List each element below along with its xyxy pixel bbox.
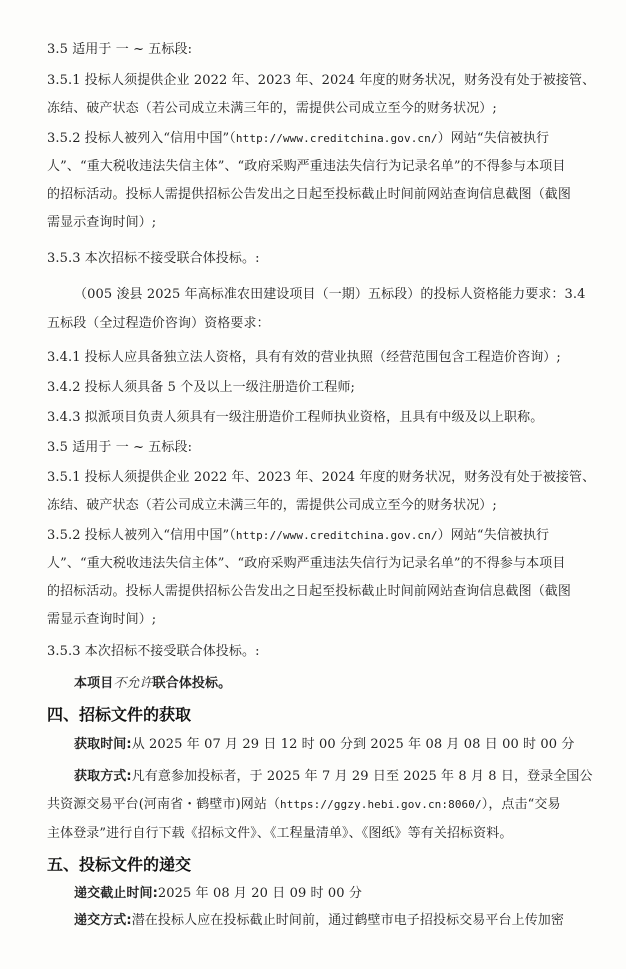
obtain-method-line2: [47, 797, 561, 813]
clause-3-5: 3.5 适用于 一 ~ 五标段:: [47, 42, 193, 57]
clause-3-5-2-repeat: [47, 528, 549, 544]
clause-3-5-3: 3.5.3 本次招标不接受联合体投标。:: [47, 251, 260, 266]
clause-3-5-1-cont: 冻结、破产状态（若公司成立未满三年的，需提供公司成立至今的财务状况）;: [47, 101, 497, 116]
clause-3-5-2-cont-2: 的招标活动。投标人需提供招标公告发出之日起至投标截止时间前网站查询信息截图（截图: [47, 187, 572, 202]
clause-3-5-2-text-repeat: 3.5.2 投标人被列入“信用中国”（: [47, 528, 236, 543]
consortium-handwritten: 不允许: [113, 676, 153, 691]
submit-deadline-value: 2025 年 08 月 20 日 09 时 00 分: [157, 886, 362, 901]
consortium-statement: [74, 676, 231, 692]
obtain-method-line1: 凡有意参加投标者，于 2025 年 7 月 29 日至 2025 年 8 月 8 日，登录全国公: [131, 769, 593, 784]
clause-3-5-2-cont-3: 需显示查询时间）;: [47, 215, 157, 230]
obtain-method-label: 获取方式:: [74, 769, 132, 784]
obtain-method-line2b: ），点击“交易: [481, 797, 561, 812]
clause-3-5-3-repeat: 3.5.3 本次招标不接受联合体投标。:: [47, 644, 260, 659]
lot5-intro: （005 浚县 2025 年高标准农田建设项目（一期）五标段）的投标人资格能力要求：3.4: [74, 287, 586, 302]
lot5-intro-cont: 五标段（全过程造价咨询）资格要求：: [47, 316, 270, 331]
clause-3-5-1-cont-repeat: 冻结、破产状态（若公司成立未满三年的，需提供公司成立至今的财务状况）;: [47, 498, 497, 513]
clause-3-5-2-text: 3.5.2 投标人被列入“信用中国”（: [47, 131, 236, 146]
creditchina-url: http://www.creditchina.gov.cn/: [235, 132, 438, 145]
clause-3-5-1: 3.5.1 投标人须提供企业 2022 年、2023 年、2024 年度的财务状况，财务没有处于被接管、: [47, 73, 596, 88]
ggzy-url: https://ggzy.hebi.gov.cn:8060/: [280, 798, 482, 811]
clause-3-4-2: 3.4.2 投标人须具备 5 个及以上一级注册造价工程师;: [47, 380, 356, 395]
clause-3-5-2: [47, 131, 549, 147]
creditchina-url-repeat: http://www.creditchina.gov.cn/: [235, 529, 438, 542]
clause-3-4-1: 3.4.1 投标人应具备独立法人资格，具有有效的营业执照（经营范围包含工程造价咨询）;: [47, 350, 561, 365]
obtain-time-label: 获取时间:: [74, 737, 132, 752]
obtain-method-line2a: 共资源交易平台(河南省・鹤壁市)网站（: [47, 797, 281, 812]
obtain-time: [74, 737, 574, 753]
consortium-suffix: 联合体投标。: [152, 676, 232, 691]
clause-3-5-2-text-b-repeat: ）网站“失信被执行: [437, 528, 550, 543]
submit-method: [74, 913, 564, 929]
clause-3-5-2-cont-1-repeat: 人”、“重大税收违法失信主体”、“政府采购严重违法失信行为记录名单”的不得参与本项目: [47, 556, 566, 571]
consortium-prefix: 本项目: [74, 676, 114, 691]
clause-3-5-2-text-b: ）网站“失信被执行: [437, 131, 550, 146]
obtain-method: [74, 769, 593, 785]
submit-deadline-label: 递交截止时间:: [74, 886, 158, 901]
clause-3-5-2-cont-2-repeat: 的招标活动。投标人需提供招标公告发出之日起至投标截止时间前网站查询信息截图（截图: [47, 584, 572, 599]
obtain-method-line3: 主体登录”进行自行下载《招标文件》、《工程量清单》、《图纸》等有关招标资料。: [47, 826, 513, 841]
clause-3-4-3: 3.4.3 拟派项目负责人须具有一级注册造价工程师执业资格，且具有中级及以上职称。: [47, 410, 544, 425]
section-4-title: 四、招标文件的获取: [47, 705, 192, 724]
clause-3-5-repeat: 3.5 适用于 一 ~ 五标段:: [47, 440, 193, 455]
submit-method-value: 潜在投标人应在投标截止时间前，通过鹤壁市电子招投标交易平台上传加密: [131, 913, 565, 928]
clause-3-5-2-cont-3-repeat: 需显示查询时间）;: [47, 612, 157, 627]
obtain-time-value: 从 2025 年 07 月 29 日 12 时 00 分到 2025 年 08 月 08 日 00 时 00 分: [131, 737, 575, 752]
submit-deadline: [74, 886, 362, 902]
section-5-title: 五、投标文件的递交: [47, 855, 192, 874]
clause-3-5-2-cont-1: 人”、“重大税收违法失信主体”、“政府采购严重违法失信行为记录名单”的不得参与本项目: [47, 159, 566, 174]
clause-3-5-1-repeat: 3.5.1 投标人须提供企业 2022 年、2023 年、2024 年度的财务状况，财务没有处于被接管、: [47, 470, 596, 485]
submit-method-label: 递交方式:: [74, 913, 132, 928]
